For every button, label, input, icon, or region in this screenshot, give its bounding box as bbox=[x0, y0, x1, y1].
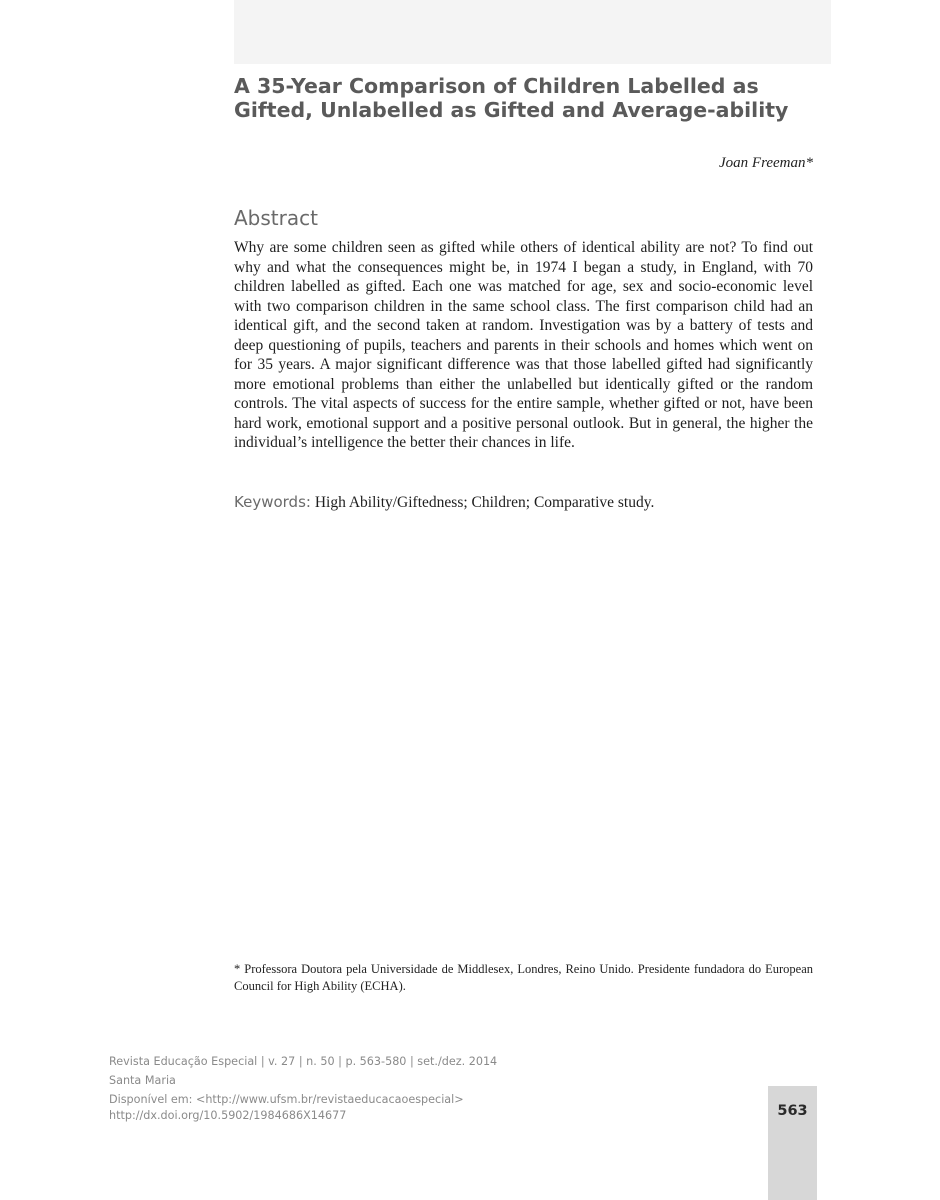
abstract-heading: Abstract bbox=[234, 206, 318, 230]
journal-availability: Disponível em: <http://www.ufsm.br/revistaeducacaoespecial> bbox=[109, 1093, 464, 1106]
header-band bbox=[234, 0, 831, 64]
keywords-line bbox=[234, 492, 813, 513]
keywords-label: Keywords: bbox=[234, 493, 311, 511]
keywords-text: High Ability/Giftedness; Children; Comparative study. bbox=[314, 494, 655, 511]
journal-info bbox=[109, 1054, 709, 1124]
author-name: Joan Freeman* bbox=[719, 155, 813, 171]
journal-city: Santa Maria bbox=[109, 1074, 176, 1087]
page-number: 563 bbox=[777, 1103, 808, 1119]
page-tab bbox=[768, 1086, 817, 1200]
author-footnote: * Professora Doutora pela Universidade de Middlesex, Londres, Reino Unido. Presidente fundadora do European Council for High Ability (ECHA). bbox=[234, 962, 813, 993]
abstract-text: Why are some children seen as gifted while others of identical ability are not? To find out why and what the consequences might be, in 1974 I began a study, in England, with 70 children labelled as gifted. Each one was matched for age, sex and socio-economic level with two comparison children in the same school class. The first comparison child had an identical gift, and the second taken at random. Investigation was by a battery of tests and deep questioning of pupils, teachers and parents in their schools and homes which went on for 35 years. A major significant difference was that those labelled gifted had significantly more emotional problems than either the unlabelled but identically gifted or the random controls. The vital aspects of success for the entire sample, whether gifted or not, have been hard work, emotional support and a positive personal outlook. But in general, the higher the individual’s intelligence the better their chances in life. bbox=[234, 239, 813, 451]
article-title: A 35-Year Comparison of Children Labelled as Gifted, Unlabelled as Gifted and Average-ability bbox=[234, 74, 789, 122]
journal-citation: Revista Educação Especial | v. 27 | n. 50 | p. 563-580 | set./dez. 2014 bbox=[109, 1055, 498, 1068]
journal-doi: http://dx.doi.org/10.5902/1984686X14677 bbox=[109, 1109, 347, 1122]
